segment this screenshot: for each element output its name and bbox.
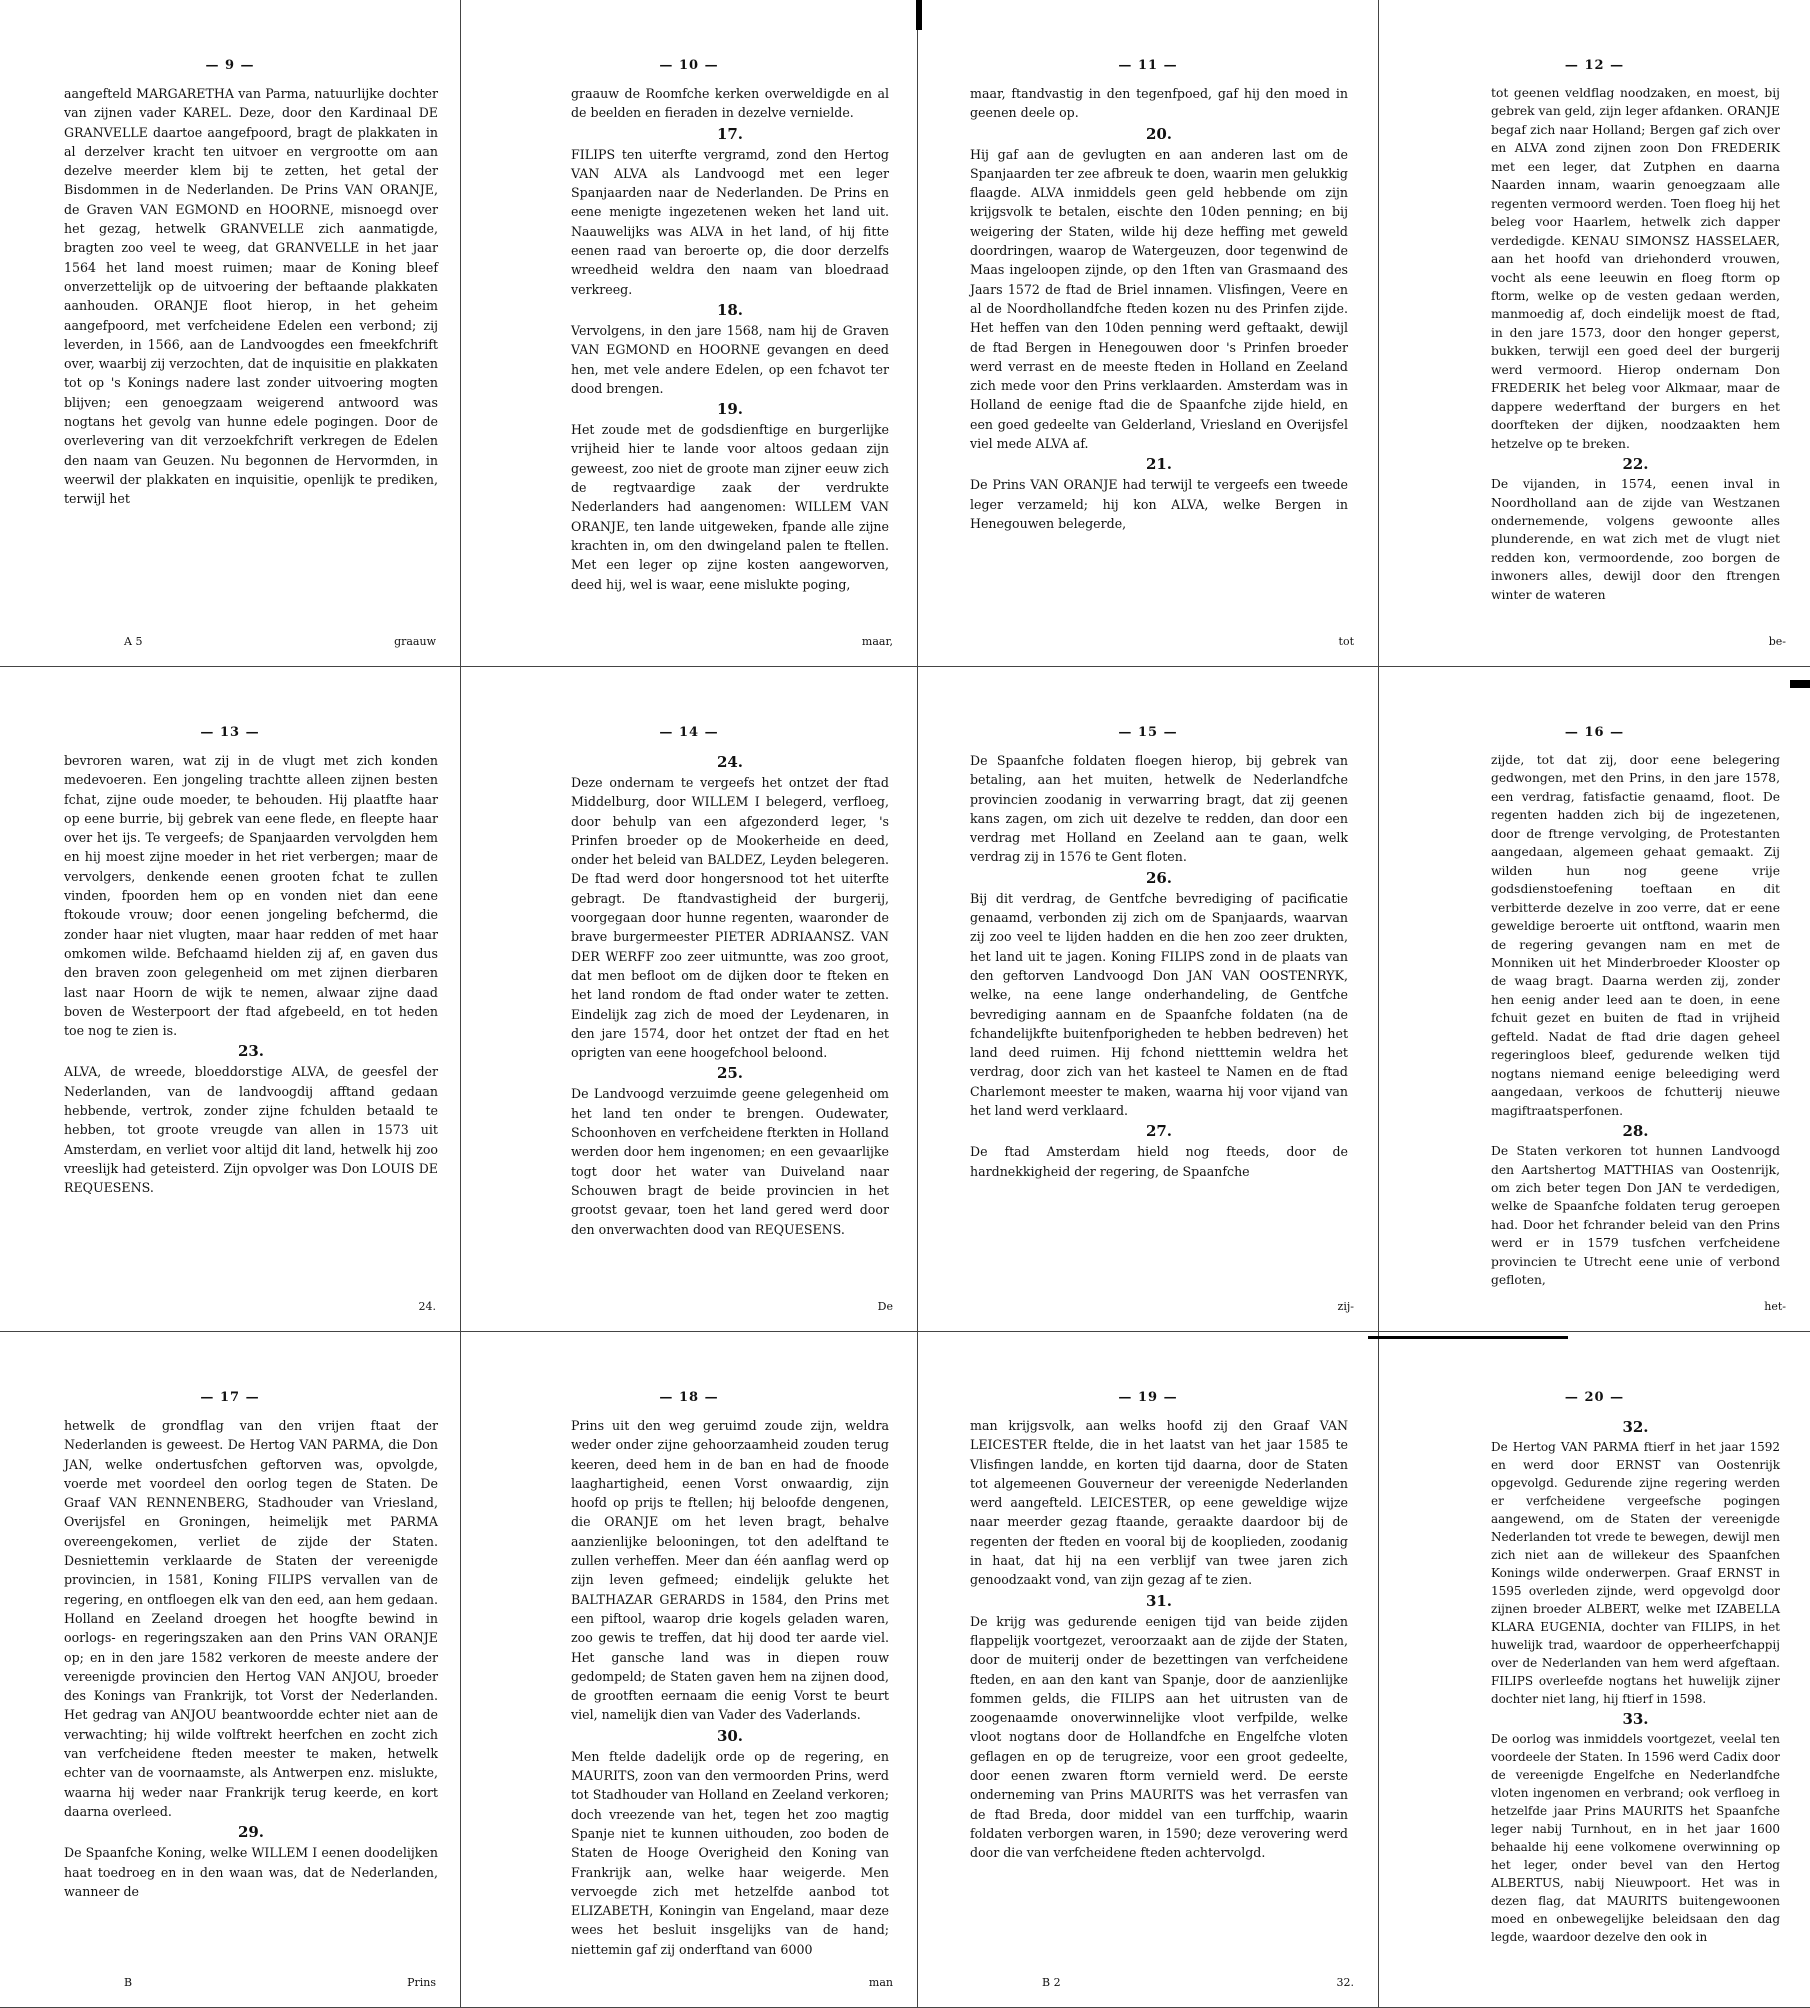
paragraph: De oorlog was inmiddels voortgezet, veelal ten voordeele der Staten. In 1596 werd Cadix door de vereenigde Engelfche en Nederlandfche vloten ingenomen en verbrand; ook verfloeg in hetzelfde jaar Prins MAURITS het Spaanfche leger nabij Turnhout, en in het jaar 1600 behaalde hij eene volkomene overwinning op het leger, onder bevel van den Hertog ALBERTUS, nabij Nieuwpoort. Het was in dezen flag, dat MAURITS buitengewoonen moed en onbewegelijke beleidsaan den dag legde, waardoor dezelve den ook in (1491, 1732, 1780, 1944)
page-footer (918, 1976, 1354, 1989)
page-body (64, 751, 438, 1198)
signature-mark: A 5 (124, 635, 143, 648)
page-body (1491, 751, 1780, 1290)
paragraph: Prins uit den weg geruimd zoude zijn, weldra weder onder zijne gehoorzaamheid zouden terug keeren, deed hem in de ban en had de fnoode laaghartigheid, eenen Vorst onwaardig, zijn hoofd op prijs te ftellen; hij beloofde dengenen, die ORANJE om het leven bragt, behalve aanzienlijke belooningen, tot den adelftand te zullen verheffen. Meer dan één aanflag werd op zijn leven gefmeed; eindelijk gelukte het BALTHAZAR GERARDS in 1584, den Prins met een piftool, waarop drie kogels geladen waren, zoo gewis te treffen, dat hij dood ter aarde viel. Het gansche land was in diepen rouw gedompeld; de Staten gaven hem na zijnen dood, de grootften eernaam die eenig Vorst te beurt viel, namelijk dien van Vader des Vaderlands. (571, 1418, 889, 1723)
page-footer (461, 1976, 893, 1989)
page-number: — 16 — (1379, 725, 1810, 740)
section-number: 31. (1145, 1591, 1173, 1610)
catchword: man (868, 1976, 893, 1989)
signature-mark: B 2 (1042, 1976, 1061, 1989)
page-16 (1379, 667, 1810, 1332)
catchword: 24. (418, 1300, 436, 1313)
section-number: 18. (716, 300, 744, 319)
section-number: 30. (716, 1726, 744, 1745)
section-number: 25. (716, 1064, 744, 1083)
paragraph: man krijgsvolk, aan welks hoofd zij den Graaf VAN LEICESTER ftelde, die in het laatst van het jaar 1585 te Vlisfingen landde, en korten tijd daarna, door de Staten tot algemeenen Gouverneur der vereenigde Nederlanden werd aangefteld. LEICESTER, op eene geweldige wijze naar meerder gezag ftaande, geraakte daardoor bij de regenten der fteden en vooral bij de kooplieden, zoodanig in haat, dat hij na een verblijf van twee jaren zich genoodzaakt vond, van zijn gezag af te zien. (970, 1418, 1348, 1588)
section-number: 19. (716, 400, 744, 419)
scan-artifact (1790, 680, 1810, 688)
page-number: — 13 — (0, 725, 460, 740)
paragraph: Hij gaf aan de gevlugten en aan anderen last om de Spanjaarden ter zee afbreuk te doen, waarin men gelukkig flaagde. ALVA inmiddels geen geld hebbende om zijn krijgsvolk te betalen, eischte den 10den penning; en bij weigering der Staten, wilde hij deze heffing met geweld doordringen, waarop de Watergeuzen, door tegenwind de Maas ingeloopen zijnde, op den 1ften van Grasmaand des Jaars 1572 de ftad de Briel innamen. Vlisfingen, Veere en al de Noordhollandfche fteden kozen nu des Prinfen zijde. Het heffen van den 10den penning werd geftaakt, dewijl de ftad Bergen in Henegouwen door 's Prinfen broeder werd verrast en de meeste fteden in Holland en Zeeland zich mede voor den Prins verklaarden. Amsterdam was in Holland de eenige ftad die de Spaanfche zijde hield, en een goed gedeelte van Gelderland, Vriesland en Overijsfel viel mede ALVA af. (970, 146, 1348, 452)
page-body (1491, 1416, 1780, 1946)
page-14 (461, 667, 918, 1332)
catchword: maar, (861, 635, 893, 648)
catchword: De (877, 1300, 893, 1313)
page-footer (0, 1300, 436, 1313)
paragraph: hetwelk de grondflag van den vrijen ftaat der Nederlanden is geweest. De Hertog VAN PARMA, die Don JAN, welke ondertusfchen geftorven was, opvolgde, voerde met voordeel den oorlog tegen de Staten. De Graaf VAN RENNENBERG, Stadhouder van Vriesland, Overijsfel en Groningen, heimelijk met PARMA overeengekomen, verliet de zijde der Staten. Desniettemin verklaarde de Staten der vereenigde provincien, in 1581, Koning FILIPS vervallen van de regering, en ontfloegen elk van den eed, aan hem gedaan. Holland en Zeeland droegen het hoogfte bewind in oorlogs- en regeringszaken aan den Prins VAN ORANJE op; en in den jare 1582 verkoren de meeste andere der vereenigde provincien den Hertog VAN ANJOU, broeder des Konings van Frankrijk, tot Vorst der Nederlanden. Het gedrag van ANJOU beantwoordde echter niet aan de verwachting; hij wilde volftrekt heerfchen en zocht zich van verfcheidene fteden meester te maken, hetwelk echter van de voornaamste, als Antwerpen enz. mislukte, waarna hij weder naar Frankrijk terug keerde, en kort daarna overleed. (64, 1418, 438, 1819)
page-20 (1379, 1332, 1810, 2008)
page-9 (0, 0, 461, 667)
page-12 (1379, 0, 1810, 667)
page-body (571, 84, 889, 594)
page-body (64, 1416, 438, 1901)
page-number: — 17 — (0, 1390, 460, 1405)
section-number: 20. (1145, 124, 1173, 143)
page-footer (918, 1300, 1354, 1313)
page-number: — 20 — (1379, 1390, 1810, 1405)
paragraph: graauw de Roomfche kerken overweldigde en al de beelden en fieraden in dezelve vernielde. (571, 86, 889, 121)
paragraph: FILIPS ten uiterfte vergramd, zond den Hertog VAN ALVA als Landvoogd met een leger Spanjaarden naar de Nederlanden. De Prins en eene menigte ingezetenen weken het land uit. Naauwelijks was ALVA in het land, of hij fitte eenen raad van beroerte op, die door derzelfs wreedheid weldra den naam van bloedraad verkreeg. (571, 146, 889, 297)
page-13 (0, 667, 461, 1332)
page-footer (1379, 635, 1786, 648)
scan-artifact (1368, 1336, 1568, 1339)
paragraph: De Landvoogd verzuimde geene gelegenheid om het land ten onder te brengen. Oudewater, Schoonhoven en verfcheidene fterkten in Holland werden door hem ingenomen; en een gevaarlijke togt door het water van Duiveland naar Schouwen bragt de beide provincien in het grootst gevaar, toen het land gered werd door den onverwachten dood van REQUESENS. (571, 1086, 889, 1237)
paragraph: zijde, tot dat zij, door eene belegering gedwongen, met den Prins, in den jare 1578, een verdrag, fatisfactie genaamd, floot. De regenten hadden zich bij de ingezetenen, door de ftrenge vervolging, de Protestanten aangedaan, algemeen gehaat gemaakt. Zij wilden hun nog geene vrije godsdienstoefening toeftaan en dit verbitterde dezelve in zoo verre, dat er eene geweldige beroerte uit ontftond, waarin men de regering gevangen nam en met de Monniken uit het Minderbroeder Klooster op de waag bragt. Daarna werden zij, zonder hen eenig ander leed aan te doen, in eene fchuit gezet en buiten de ftad in vrijheid gefteld. Nadat de ftad drie dagen geheel regeringloos bleef, gedurende welken tijd nogtans niemand eenige beleediging werd aangedaan, verkoos de fchutterij nieuwe magiftraatsperfonen. (1491, 753, 1780, 1118)
paragraph: De Hertog VAN PARMA ftierf in het jaar 1592 en werd door ERNST van Oostenrijk opgevolgd. Gedurende zijne regering werden er verfcheidene vergeefsche pogingen aangewend, om de Staten der vereenigde Nederlanden tot vrede te bewegen, dewijl men zich niet aan de willekeur des Spaanfchen Konings wilde onderwerpen. Graaf ERNST in 1595 overleden zijnde, werd opgevolgd door zijnen broeder ALBERT, welke met IZABELLA KLARA EUGENIA, dochter van FILIPS, in het huwelijk trad, waardoor de opperheerfchappij over de Nederlanden van hem werd afgeftaan. FILIPS overleefde nogtans het huwelijk zijner dochter niet lang, hij ftierf in 1598. (1491, 1440, 1780, 1706)
section-number: 33. (1622, 1710, 1649, 1728)
section-number: 32. (1622, 1418, 1649, 1436)
catchword: zij- (1337, 1300, 1354, 1313)
page-18 (461, 1332, 918, 2008)
paragraph: Men ftelde dadelijk orde op de regering, en MAURITS, zoon van den vermoorden Prins, werd tot Stadhouder van Holland en Zeeland verkoren; doch vreezende van het, tegen het zoo magtig Spanje niet te kunnen uithouden, zoo boden de Staten de Hooge Overigheid den Koning van Frankrijk aan, welke haar weigerde. Men vervoegde zich met hetzelfde aanbod tot ELIZABETH, Koningin van Engeland, maar deze wees het besluit insgelijks van de hand; niettemin gaf zij onderftand van 6000 (571, 1748, 889, 1957)
page-footer (1379, 1300, 1786, 1313)
catchword: het- (1764, 1300, 1786, 1313)
page-number: — 14 — (461, 725, 917, 740)
page-number: — 9 — (0, 58, 460, 73)
paragraph: De Staten verkoren tot hunnen Landvoogd den Aartshertog MATTHIAS van Oostenrijk, om zich beter tegen Don JAN te verdedigen, welke de Spaanfche foldaten terug geroepen had. Door het fchrander beleid van den Prins werd er in 1579 tusfchen verfcheidene provincien te Utrecht eene unie of verbond gefloten, (1491, 1144, 1780, 1288)
page-number: — 18 — (461, 1390, 917, 1405)
paragraph: De vijanden, in 1574, eenen inval in Noordholland aan de zijde van Westzanen ondernemende, volgens gewoonte alles plunderende, en wat zich met de vlugt niet redden kon, vermoordende, zoo borgen de inwoners alles, dewijl door den ftrengen winter de wateren (1491, 477, 1780, 602)
scan-artifact (916, 0, 922, 30)
paragraph: De Prins VAN ORANJE had terwijl te vergeefs een tweede leger verzameld; hij kon ALVA, welke Bergen in Henegouwen belegerde, (970, 477, 1348, 531)
paragraph: De krijg was gedurende eenigen tijd van beide zijden flappelijk voortgezet, veroorzaakt aan de zijde der Staten, door de muiterij onder de bezettingen van verfcheidene fteden, en aan den kant van Spanje, door de aanzienlijke fommen gelds, die FILIPS aan het uitrusten van de zoogenaamde onoverwinnelijke vloot verfpilde, welke vloot nogtans door de Hollandfche en Engelfche vloten geflagen en op de terugreize, voor een groot gedeelte, door eenen zwaren ftorm vernield werd. De eerste onderneming van Prins MAURITS was het verrasfen van de ftad Breda, door middel van een turffchip, waarin foldaten verborgen waren, in 1590; deze verovering werd door die van verfcheidene fteden achtervolgd. (970, 1613, 1348, 1861)
page-body (970, 1416, 1348, 1863)
catchword: graauw (394, 635, 436, 648)
page-11 (918, 0, 1379, 667)
catchword: 32. (1336, 1976, 1354, 1989)
page-number: — 19 — (918, 1390, 1378, 1405)
page-footer (918, 635, 1354, 648)
paragraph: tot geenen veldflag noodzaken, en moest, bij gebrek van geld, zijn leger afdanken. ORANJE begaf zich naar Holland; Bergen gaf zich over en ALVA zond zijnen zoon Don FREDERIK met een leger, dat Zutphen en daarna Naarden innam, waarin genoegzaam alle regenten vermoord werden. Toen floeg hij het beleg voor Haarlem, hetwelk zich dapper verdedigde. KENAU SIMONSZ HASSELAER, aan het hoofd van driehonderd vrouwen, vocht als eene leeuwin en floeg ftorm op ftorm, welke op de vesten gedaan werden, manmoedig af, doch eindelijk moest de ftad, in den jare 1573, door den honger geperst, bukken, terwijl een goed deel der burgerij werd vermoord. Hierop ondernam Don FREDERIK het beleg voor Alkmaar, maar de dappere wederftand der burgers en het doorfteken der dijken, noodzaakten hem hetzelve op te breken. (1491, 86, 1780, 451)
catchword: Prins (407, 1976, 436, 1989)
page-17 (0, 1332, 461, 2008)
page-number: — 15 — (918, 725, 1378, 740)
section-number: 26. (1145, 868, 1173, 887)
paragraph: De Spaanfche Koning, welke WILLEM I eenen doodelijken haat toedroeg en in den waan was, dat de Nederlanden, wanneer de (64, 1845, 438, 1899)
page-footer (461, 635, 893, 648)
page-footer (461, 1300, 893, 1313)
section-number: 29. (237, 1823, 265, 1842)
section-number: 23. (237, 1042, 265, 1061)
section-number: 17. (716, 124, 744, 143)
page-15 (918, 667, 1379, 1332)
paragraph: Het zoude met de godsdienftige en burgerlijke vrijheid hier te lande voor altoos gedaan zijn geweest, zoo niet de groote man zijner eeuw zich de regtvaardige zaak der verdrukte Nederlanders had aangenomen: WILLEM VAN ORANJE, ten lande uitgeweken, fpande alle zijne krachten in, om den dwingeland palen te ftellen. Met een leger op zijne kosten aangeworven, deed hij, wel is waar, eene mislukte poging, (571, 422, 889, 592)
paragraph: Bij dit verdrag, de Gentfche bevrediging of pacificatie genaamd, verbonden zij zich om de Spanjaards, waarvan zij zoo veel te lijden hadden en die hen zoo zeer drukten, het land uit te jagen. Koning FILIPS zond in de plaats van den geftorven Landvoogd Don JAN VAN OOSTENRYK, welke, na eene lange onderhandeling, de Gentfche bevrediging aannam en de Spaanfche foldaten (na de fchandelijkfte buitenfporigheden te hebben bedreven) het land deed ruimen. Hij fchond nietttemin weldra het verdrag, door zich van het kasteel te Namen en de ftad Charlemont meester te maken, waarna hij voor vijand van het land werd verklaard. (970, 890, 1348, 1119)
page-body (970, 84, 1348, 533)
page-footer (0, 1976, 436, 1989)
paragraph: ALVA, de wreede, bloeddorstige ALVA, de geesfel der Nederlanden, van de landvoogdij afftand gedaan hebbende, vertrok, zonder zijne fchulden betaald te hebben, tot groote vreugde van allen in 1573 uit Amsterdam, en verliet voor altijd dit land, hetwelk hij zoo vreeslijk had geteisterd. Zijn opvolger was Don LOUIS DE REQUESENS. (64, 1064, 438, 1196)
paragraph: De ftad Amsterdam hield nog fteeds, door de hardnekkigheid der regering, de Spaanfche (970, 1144, 1348, 1179)
page-10 (461, 0, 918, 667)
page-body (571, 1416, 889, 1959)
page-footer (0, 635, 436, 648)
paragraph: maar, ftandvastig in den tegenfpoed, gaf hij den moed in geenen deele op. (970, 86, 1348, 121)
paragraph: Vervolgens, in den jare 1568, nam hij de Graven VAN EGMOND en HOORNE gevangen en deed hen, met vele andere Edelen, op een fchavot ter dood brengen. (571, 322, 889, 396)
catchword: tot (1338, 635, 1354, 648)
section-number: 28. (1622, 1122, 1649, 1141)
section-number: 24. (716, 753, 744, 771)
catchword: be- (1768, 635, 1786, 648)
page-body (1491, 84, 1780, 604)
section-number: 22. (1622, 455, 1649, 474)
page-body (571, 751, 889, 1239)
paragraph: De Spaanfche foldaten floegen hierop, bij gebrek van betaling, aan het muiten, hetwelk de Nederlandfche provincien zoodanig in verwarring bragt, dat zij geenen kans zagen, om zich uit dezelve te redden, dan door een verdrag met Holland en Zeeland aan te gaan, welk verdrag zij in 1576 te Gent floten. (970, 753, 1348, 865)
paragraph: bevroren waren, wat zij in de vlugt met zich konden medevoeren. Een jongeling trachtte alleen zijnen besten fchat, zijne oude moeder, te behouden. Hij plaatfte haar op eene burrie, bij gebrek van eene flede, en fleepte haar over het ijs. Te vergeefs; de Spanjaarden vervolgden hem en hij moest zijne moeder in het riet verbergen; maar de vervolgers, denkende eenen grooten fchat te zullen vinden, fpoorden hem op en vonden niet dan eene ftokoude vrouw; door eenen jongeling befchermd, die zonder haar niet vlugten, maar haar redden of met haar omkomen wilde. Befchaamd hielden zij af, en gaven dus den braven zoon gelegenheid om met zijnen dierbaren last naar Hoorn de wijk te nemen, alwaar zijne daad boven de Westerpoort der ftad afgebeeld, en tot heden toe nog te zien is. (64, 753, 438, 1039)
page-number: — 10 — (461, 58, 917, 73)
page-19 (918, 1332, 1379, 2008)
signature-mark: B (124, 1976, 133, 1989)
paragraph: aangefteld MARGARETHA van Parma, natuurlijke dochter van zijnen vader KAREL. Deze, door den Kardinaal DE GRANVELLE daartoe aangefpoord, bragt de plakkaten in al derzelver kracht ten uitvoer en vergrootte om aan dezelve meerder klem bij te zetten, het getal der Bisdommen in de Nederlanden. De Prins VAN ORANJE, de Graven VAN EGMOND en HOORNE, misnoegd over het gezag, hetwelk GRANVELLE zich aanmatigde, bragten zoo veel te weeg, dat GRANVELLE in het jaar 1564 het land moest ruimen; maar de Koning bleef onverzettelijk op de uitvoering der beftaande plakkaten aanhouden. ORANJE floot hierop, in het geheim aangefpoord, met verfcheidene Edelen een verbond; zij leverden, in 1566, aan de Landvoogdes een fmeekfchrift over, waarbij zij verzochten, dat de inquisitie en plakkaten tot op 's Konings nadere last zonder uitvoering mogten blijven; een genoegzaam weigerend antwoord was nogtans het gevolg van hunne edele pogingen. Door de overlevering van dit verzoekfchrift verkregen de Edelen den naam van Geuzen. Nu begonnen de Hervormden, in weerwil der plakkaten en inquisitie, openlijk te prediken, terwijl het (64, 86, 438, 507)
page-body (970, 751, 1348, 1181)
page-number: — 12 — (1379, 58, 1810, 73)
page-body (64, 84, 438, 509)
section-number: 27. (1145, 1122, 1173, 1141)
paragraph: Deze ondernam te vergeefs het ontzet der ftad Middelburg, door WILLEM I belegerd, verfloeg, door behulp van een afgezonderd leger, 's Prinfen broeder op de Mookerheide en deed, onder het beleid van BALDEZ, Leyden belegeren. De ftad werd door hongersnood tot het uiterfte gebragt. De ftandvastigheid der burgerij, voorgegaan door hunne regenten, waaronder de brave burgermeester PIETER ADRIAANSZ. VAN DER WERFF zoo zeer uitmuntte, was zoo groot, dat men befloot om de dijken door te fteken en het land rondom de ftad onder water te zetten. Eindelijk zag zich de moed der Leydenaren, in den jare 1574, door het ontzet der ftad en het oprigten van eene hoogefchool beloond. (571, 775, 889, 1061)
page-number: — 11 — (918, 58, 1378, 73)
section-number: 21. (1145, 455, 1173, 474)
